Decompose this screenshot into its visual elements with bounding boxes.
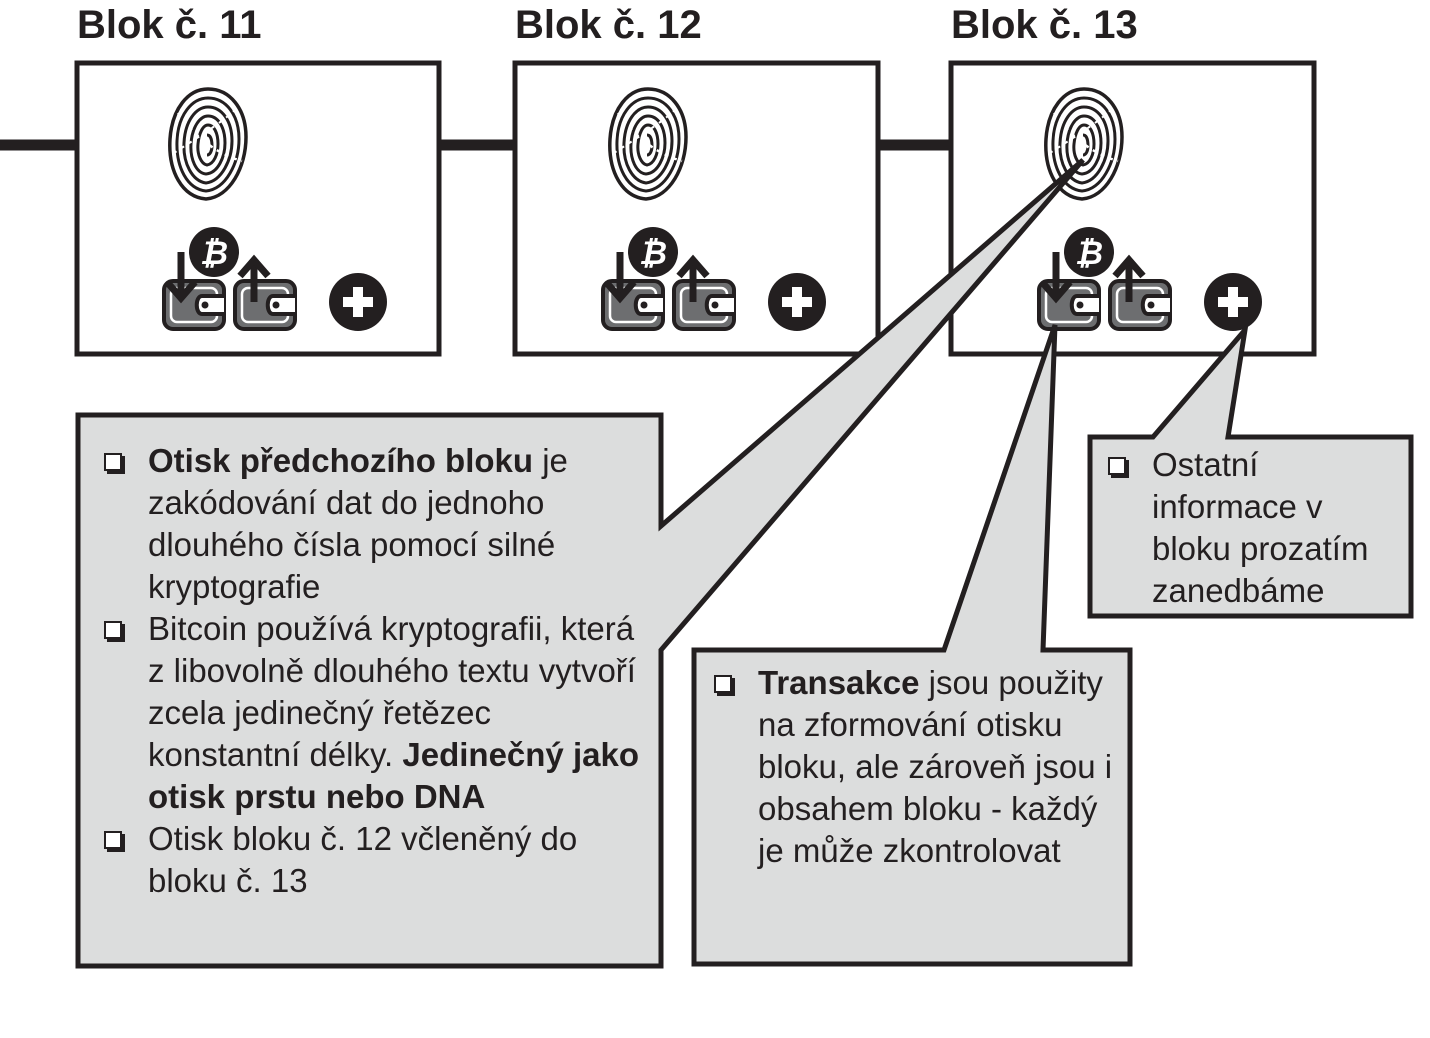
checkbox-bullet-icon xyxy=(104,831,122,849)
bitcoin-icon xyxy=(189,227,239,277)
plus-icon xyxy=(1204,273,1262,331)
wallet-icon xyxy=(674,281,734,329)
svg-text:₿: ₿ xyxy=(199,235,229,271)
item-text: je zakódování dat do jednoho dlouhého čísla pomocí silné kryptografie xyxy=(148,442,568,605)
list-item xyxy=(78,608,648,818)
bitcoin-icon xyxy=(628,227,678,277)
term-fingerprint: Otisk předchozího bloku xyxy=(148,442,534,479)
emphasis-unique: Jedinečný jako otisk prstu nebo DNA xyxy=(148,736,639,815)
block-11-title: Blok č. 11 xyxy=(77,3,262,47)
item-text: Bitcoin používá kryptografii, která z libovolně dlouhého textu vytvoří zcela jedinečný řetězec konstantní délky. xyxy=(148,610,636,773)
checkbox-bullet-icon xyxy=(104,453,122,471)
callout-fingerprint-text xyxy=(78,440,648,902)
item-text: Otisk bloku č. 12 včleněný do bloku č. 13 xyxy=(148,820,578,899)
list-item xyxy=(78,818,648,902)
checkbox-bullet-icon xyxy=(714,675,732,693)
block-13-title: Blok č. 13 xyxy=(951,3,1138,47)
svg-text:₿: ₿ xyxy=(1074,235,1104,271)
block-12-title: Blok č. 12 xyxy=(515,3,702,47)
checkbox-bullet-icon xyxy=(1108,457,1126,475)
list-item xyxy=(78,440,648,608)
item-text: Ostatní informace v bloku prozatím zanedbáme xyxy=(1152,446,1369,609)
term-transactions: Transakce xyxy=(758,664,920,701)
wallet-icon xyxy=(235,281,295,329)
list-item xyxy=(1082,444,1407,612)
plus-icon xyxy=(768,273,826,331)
checkbox-bullet-icon xyxy=(104,621,122,639)
list-item xyxy=(688,662,1118,872)
callout-transactions-text xyxy=(688,662,1118,872)
item-text: jsou použity na zformování otisku bloku, ale zároveň jsou i obsahem bloku - každý je může zkontrolovat xyxy=(758,664,1113,869)
svg-text:₿: ₿ xyxy=(638,235,668,271)
plus-icon xyxy=(329,273,387,331)
wallet-icon xyxy=(1110,281,1170,329)
bitcoin-icon xyxy=(1064,227,1114,277)
callout-other-info-text xyxy=(1082,444,1407,612)
